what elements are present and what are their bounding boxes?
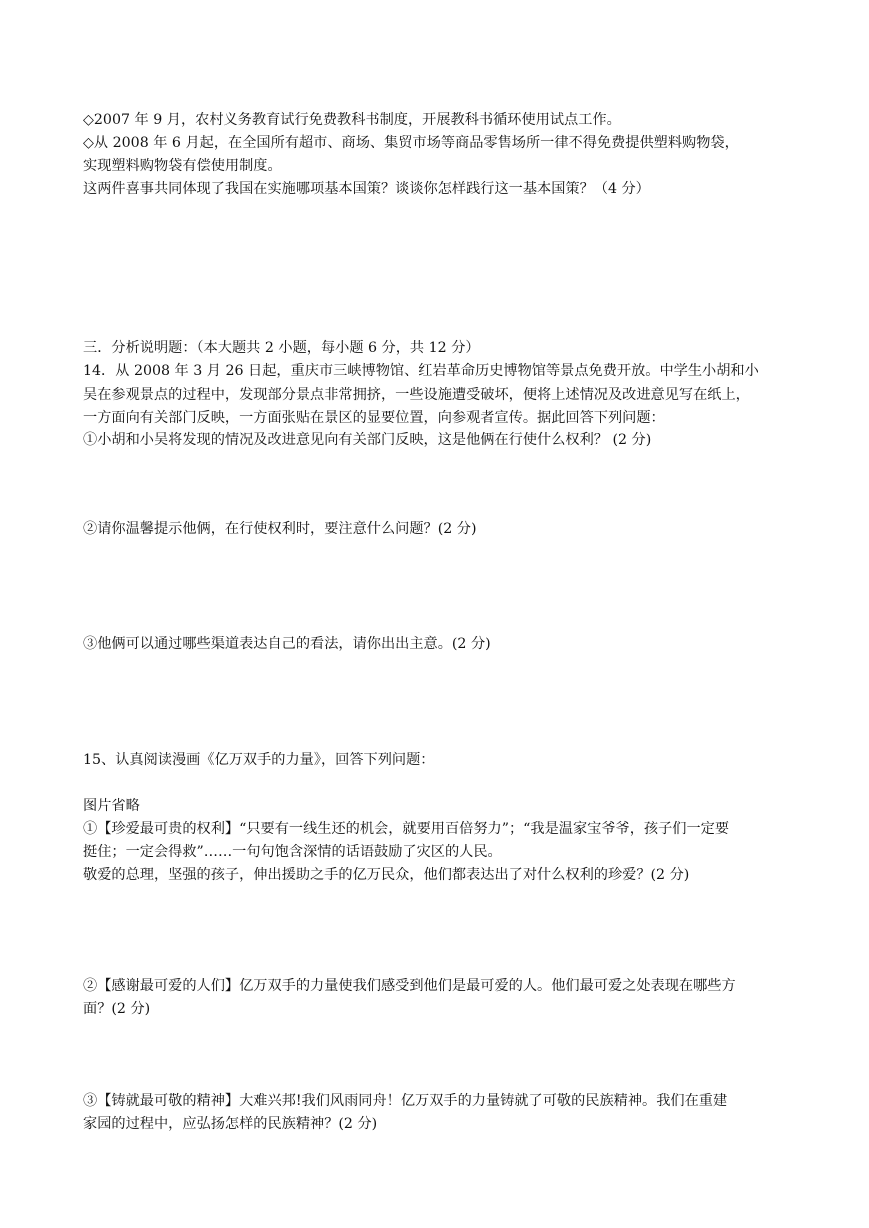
- section-heading-analysis: 三．分析说明题：（本大题共 2 小题，每小题 6 分，共 12 分）: [83, 340, 480, 356]
- q14-intro-line-3: 一方面向有关部门反映，一方面张贴在景区的显要位置，向参观者宣传。据此回答下列问题：: [83, 410, 665, 426]
- q15-sub1-line-2: 挺住；一定会得救”……一句句饱含深情的话语鼓励了灾区的人民。: [83, 844, 502, 860]
- q14-subquestion-1: ①小胡和小吴将发现的情况及改进意见向有关部门反映，这是他俩在行使什么权利？ (2 分): [83, 432, 652, 448]
- q15-image-note: 图片省略: [83, 798, 140, 814]
- policy-item-plastic-bags-cont: 实现塑料购物袋有偿使用制度。: [83, 158, 282, 174]
- q15-sub1-question: 敬爱的总理，坚强的孩子，伸出援助之手的亿万民众，他们都表达出了对什么权利的珍爱？(2 分): [83, 867, 690, 883]
- policy-item-textbook: ◇2007 年 9 月，农村义务教育试行免费教科书制度，开展教科书循环使用试点工作。: [83, 112, 621, 128]
- q14-subquestion-2: ②请你温馨提示他俩，在行使权利时，要注意什么问题？(2 分): [83, 521, 477, 537]
- q14-intro-line-2: 吴在参观景点的过程中，发现部分景点非常拥挤，一些设施遭受破坏，便将上述情况及改进意见写在纸上，: [83, 387, 750, 403]
- q15-sub2-line-1: ②【感谢最可爱的人们】亿万双手的力量使我们感受到他们是最可爱的人。他们最可爱之处表现在哪些方: [83, 978, 736, 994]
- q15-sub1-line-1: ①【珍爱最可贵的权利】“只要有一线生还的机会，就要用百倍努力”；“我是温家宝爷爷，孩子们一定要: [83, 821, 730, 837]
- q15-sub3-line-2: 家园的过程中，应弘扬怎样的民族精神？(2 分): [83, 1116, 378, 1132]
- q15-sub3-line-1: ③【铸就最可敬的精神】大难兴邦!我们风雨同舟！亿万双手的力量铸就了可敬的民族精神。我们在重建: [83, 1093, 728, 1109]
- q14-intro-line-1: 14．从 2008 年 3 月 26 日起，重庆市三峡博物馆、红岩革命历史博物馆等景点免费开放。中学生小胡和小: [83, 363, 759, 379]
- q15-intro: 15、认真阅读漫画《亿万双手的力量》，回答下列问题：: [83, 752, 435, 768]
- q14-subquestion-3: ③他俩可以通过哪些渠道表达自己的看法，请你出出主意。(2 分): [83, 636, 491, 652]
- policy-question: 这两件喜事共同体现了我国在实施哪项基本国策？谈谈你怎样践行这一基本国策？（4 分）: [83, 181, 650, 197]
- q15-sub2-line-2: 面？(2 分): [83, 1001, 151, 1017]
- policy-item-plastic-bags: ◇从 2008 年 6 月起，在全国所有超市、商场、集贸市场等商品零售场所一律不得免费提供塑料购物袋，: [83, 135, 739, 151]
